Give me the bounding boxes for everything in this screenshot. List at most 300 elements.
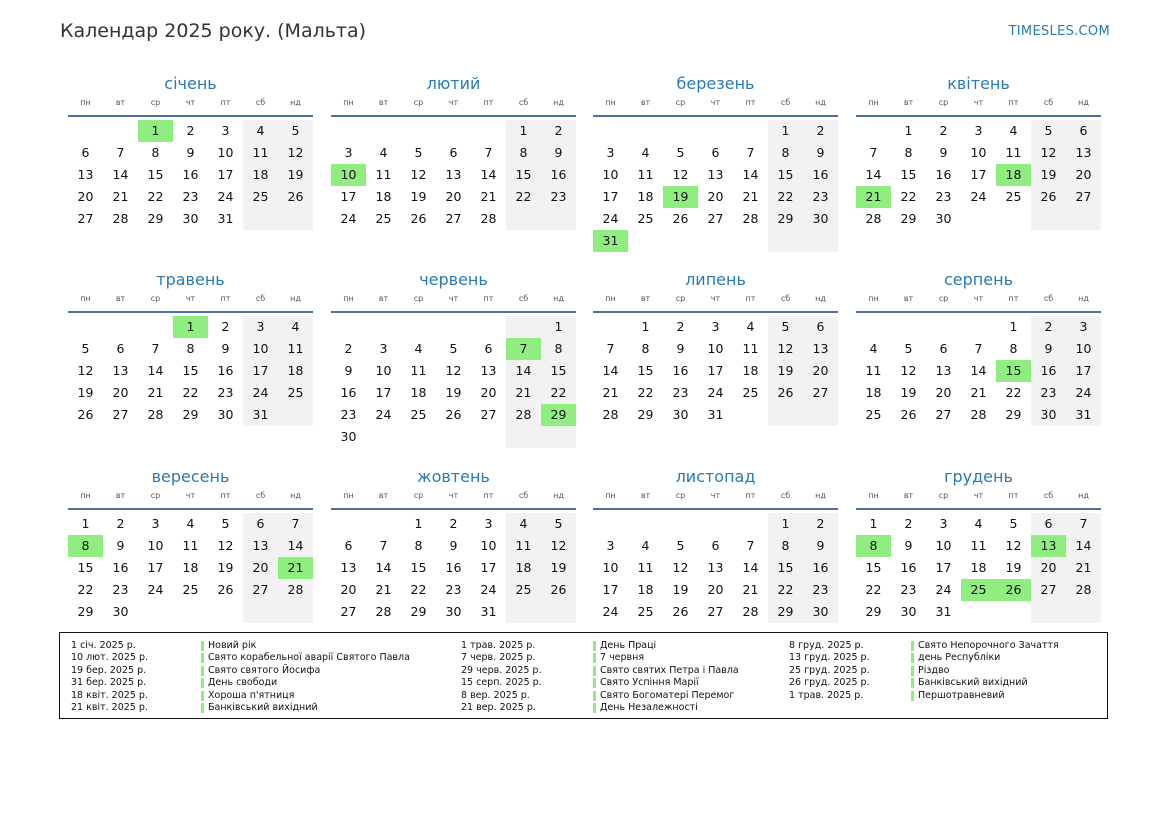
day-cell: 7 xyxy=(151,341,160,356)
week-row xyxy=(856,404,1101,426)
day-cell: 20 xyxy=(445,189,462,204)
day-cell: 24 xyxy=(602,604,619,619)
day-cell: 12 xyxy=(77,363,94,378)
day-cell: 14 xyxy=(278,535,313,557)
month-name: липень xyxy=(685,270,746,289)
month-8 xyxy=(856,268,1101,426)
day-cell: 13 xyxy=(77,167,94,182)
month-12 xyxy=(856,465,1101,623)
empty-cell xyxy=(436,316,471,338)
day-cell: 5 xyxy=(676,538,685,553)
weekday-label: нд xyxy=(553,491,564,500)
empty-cell xyxy=(768,230,803,252)
day-cell: 5 xyxy=(676,145,685,160)
legend-holiday-name: День Праці xyxy=(600,640,657,651)
week-row xyxy=(68,535,313,557)
day-cell: 22 xyxy=(1005,385,1022,400)
legend-holiday-name: Свято Непорочного Зачаття xyxy=(918,640,1059,651)
weekday-header xyxy=(856,294,1101,313)
weekday-label: нд xyxy=(1078,98,1089,107)
day-cell: 4 xyxy=(641,145,650,160)
week-row xyxy=(331,513,576,535)
holiday-day-cell: 31 xyxy=(593,230,628,252)
empty-cell xyxy=(331,513,366,535)
weekday-label: нд xyxy=(815,491,826,500)
holiday-day-cell: 1 xyxy=(138,120,173,142)
empty-cell xyxy=(68,120,103,142)
day-cell: 23 xyxy=(803,579,838,601)
legend-date: 21 вер. 2025 р. xyxy=(461,702,536,713)
empty-cell xyxy=(891,316,926,338)
legend-date: 8 вер. 2025 р. xyxy=(461,689,530,701)
day-cell: 27 xyxy=(243,579,278,601)
weekday-label: пн xyxy=(868,98,879,107)
day-cell: 11 xyxy=(637,560,654,575)
month-3 xyxy=(593,72,838,252)
day-cell: 9 xyxy=(449,538,458,553)
weekday-label: вт xyxy=(115,294,126,303)
legend-date: 31 бер. 2025 р. xyxy=(71,677,147,689)
weekday-label: ср xyxy=(675,98,686,107)
day-cell: 25 xyxy=(375,211,392,226)
legend-holiday xyxy=(593,677,699,689)
day-cell: 22 xyxy=(768,186,803,208)
legend-holiday xyxy=(201,690,294,702)
legend-holiday-name: День свободи xyxy=(208,677,278,689)
holiday-day-cell: 19 xyxy=(663,186,698,208)
site-link[interactable]: TIMESLES.COM xyxy=(1008,24,1110,39)
week-row xyxy=(593,208,838,230)
empty-cell xyxy=(506,426,541,448)
week-row xyxy=(856,513,1101,535)
weekday-label: чт xyxy=(973,491,984,500)
day-cell: 16 xyxy=(1031,360,1066,382)
empty-cell xyxy=(856,120,891,142)
day-cell: 23 xyxy=(803,186,838,208)
day-cell: 19 xyxy=(217,560,234,575)
day-cell: 8 xyxy=(541,338,576,360)
day-cell: 18 xyxy=(742,363,759,378)
empty-cell xyxy=(471,316,506,338)
weekday-label: ср xyxy=(413,98,424,107)
day-cell: 27 xyxy=(1031,579,1066,601)
month-11 xyxy=(593,465,838,623)
legend-date: 26 груд. 2025 р. xyxy=(789,677,870,689)
legend-date: 10 лют. 2025 р. xyxy=(71,652,148,664)
empty-cell xyxy=(961,208,996,230)
day-cell: 30 xyxy=(672,407,689,422)
day-cell: 29 xyxy=(410,604,427,619)
day-cell: 2 xyxy=(344,341,353,356)
week-row xyxy=(593,186,838,208)
day-cell: 21 xyxy=(970,385,987,400)
holiday-marker xyxy=(911,691,914,701)
day-cell: 2 xyxy=(116,516,125,531)
day-cell: 26 xyxy=(900,407,917,422)
holiday-day-cell: 26 xyxy=(996,579,1031,601)
day-cell: 30 xyxy=(182,211,199,226)
legend-holiday-name: Свято Богоматері Перемог xyxy=(600,689,735,701)
day-cell: 20 xyxy=(112,385,129,400)
day-cell: 16 xyxy=(445,560,462,575)
empty-cell xyxy=(366,120,401,142)
weekday-label: чт xyxy=(973,98,984,107)
day-cell: 13 xyxy=(707,560,724,575)
day-cell: 12 xyxy=(768,338,803,360)
empty-cell xyxy=(926,316,961,338)
weekday-label: нд xyxy=(290,98,301,107)
weekday-label: вт xyxy=(378,491,389,500)
empty-cell xyxy=(593,316,628,338)
day-cell: 26 xyxy=(77,407,94,422)
day-cell: 8 xyxy=(414,538,423,553)
week-row xyxy=(856,535,1101,557)
month-name: листопад xyxy=(675,467,756,486)
day-cell: 4 xyxy=(414,341,423,356)
day-cell: 29 xyxy=(182,407,199,422)
holiday-marker xyxy=(911,666,914,676)
week-row xyxy=(331,316,576,338)
empty-cell xyxy=(593,513,628,535)
holiday-day-cell: 7 xyxy=(506,338,541,360)
weekday-label: ср xyxy=(938,294,949,303)
week-row xyxy=(331,426,576,448)
day-cell: 8 xyxy=(904,145,913,160)
weekday-label: пт xyxy=(483,491,494,500)
week-row xyxy=(68,360,313,382)
day-cell: 7 xyxy=(1066,513,1101,535)
day-cell: 30 xyxy=(935,211,952,226)
empty-cell xyxy=(471,120,506,142)
day-cell: 30 xyxy=(1031,404,1066,426)
week-row xyxy=(331,142,576,164)
day-cell: 4 xyxy=(379,145,388,160)
day-cell: 11 xyxy=(278,338,313,360)
legend-date: 25 груд. 2025 р. xyxy=(789,664,870,676)
weekday-label: нд xyxy=(1078,294,1089,303)
day-cell: 6 xyxy=(711,538,720,553)
legend-holiday xyxy=(201,640,256,652)
holiday-day-cell: 8 xyxy=(68,535,103,557)
empty-cell xyxy=(698,120,733,142)
day-cell: 29 xyxy=(147,211,164,226)
week-row xyxy=(68,120,313,142)
day-cell: 17 xyxy=(375,385,392,400)
holiday-day-cell: 21 xyxy=(278,557,313,579)
legend-holiday-name: Свято святих Петра і Павла xyxy=(600,664,739,676)
day-cell: 10 xyxy=(602,167,619,182)
empty-cell xyxy=(1066,208,1101,230)
day-cell: 23 xyxy=(217,385,234,400)
day-cell: 2 xyxy=(221,319,230,334)
day-cell: 7 xyxy=(869,145,878,160)
week-row xyxy=(331,208,576,230)
day-cell: 5 xyxy=(904,341,913,356)
week-row xyxy=(593,601,838,623)
day-cell: 7 xyxy=(278,513,313,535)
weekday-label: чт xyxy=(448,294,459,303)
day-cell: 17 xyxy=(602,189,619,204)
day-cell: 2 xyxy=(803,513,838,535)
day-cell: 2 xyxy=(449,516,458,531)
day-cell: 30 xyxy=(217,407,234,422)
month-name: серпень xyxy=(944,270,1013,289)
empty-cell xyxy=(856,316,891,338)
weekday-label: ср xyxy=(675,491,686,500)
day-cell: 20 xyxy=(935,385,952,400)
day-cell: 24 xyxy=(970,189,987,204)
day-cell: 13 xyxy=(112,363,129,378)
weekday-header xyxy=(593,98,838,117)
weekday-label: пн xyxy=(868,294,879,303)
day-cell: 10 xyxy=(243,338,278,360)
weekday-label: нд xyxy=(1078,491,1089,500)
legend-holiday xyxy=(911,690,1005,702)
holiday-marker xyxy=(201,678,204,688)
week-row xyxy=(593,142,838,164)
weekday-header xyxy=(331,491,576,510)
holiday-day-cell: 25 xyxy=(961,579,996,601)
weekday-label: сб xyxy=(255,294,266,303)
weekday-label: пт xyxy=(220,491,231,500)
legend-holiday-name: Хороша п'ятниця xyxy=(208,689,295,701)
empty-cell xyxy=(996,208,1031,230)
empty-cell xyxy=(628,230,663,252)
day-cell: 17 xyxy=(480,560,497,575)
day-cell: 21 xyxy=(375,582,392,597)
week-row xyxy=(331,360,576,382)
weekday-header xyxy=(331,294,576,313)
weekday-label: ср xyxy=(150,491,161,500)
empty-cell xyxy=(541,208,576,230)
weekday-label: чт xyxy=(973,294,984,303)
weekday-label: сб xyxy=(518,294,529,303)
day-cell: 10 xyxy=(970,145,987,160)
day-cell: 6 xyxy=(243,513,278,535)
legend-date: 1 січ. 2025 р. xyxy=(71,640,136,651)
empty-cell xyxy=(243,208,278,230)
day-cell: 31 xyxy=(480,604,497,619)
week-row xyxy=(331,579,576,601)
day-cell: 12 xyxy=(900,363,917,378)
day-cell: 5 xyxy=(449,341,458,356)
day-cell: 9 xyxy=(221,341,230,356)
week-row xyxy=(593,164,838,186)
day-cell: 4 xyxy=(641,538,650,553)
holiday-day-cell: 10 xyxy=(331,164,366,186)
day-cell: 3 xyxy=(379,341,388,356)
day-cell: 25 xyxy=(742,385,759,400)
month-10 xyxy=(331,465,576,623)
empty-cell xyxy=(1066,601,1101,623)
day-cell: 10 xyxy=(935,538,952,553)
weekday-label: вт xyxy=(903,98,914,107)
weekday-label: пт xyxy=(1008,294,1019,303)
day-cell: 21 xyxy=(742,582,759,597)
weekday-label: пт xyxy=(745,98,756,107)
day-cell: 19 xyxy=(541,557,576,579)
day-cell: 22 xyxy=(865,582,882,597)
weekday-label: пт xyxy=(220,294,231,303)
month-name: грудень xyxy=(944,467,1013,486)
day-cell: 11 xyxy=(410,363,427,378)
week-row xyxy=(593,316,838,338)
weekday-label: пн xyxy=(80,98,91,107)
empty-cell xyxy=(1031,208,1066,230)
week-row xyxy=(856,316,1101,338)
day-cell: 24 xyxy=(147,582,164,597)
empty-cell xyxy=(401,316,436,338)
weekday-header xyxy=(856,98,1101,117)
day-cell: 20 xyxy=(243,557,278,579)
day-cell: 16 xyxy=(541,164,576,186)
weekday-label: нд xyxy=(815,98,826,107)
empty-cell xyxy=(733,120,768,142)
day-cell: 31 xyxy=(707,407,724,422)
holiday-marker xyxy=(593,678,596,688)
week-row xyxy=(331,404,576,426)
day-cell: 29 xyxy=(900,211,917,226)
weekday-label: сб xyxy=(518,98,529,107)
month-name: травень xyxy=(156,270,225,289)
weekday-header xyxy=(331,98,576,117)
month-2 xyxy=(331,72,576,230)
weekday-label: пт xyxy=(1008,491,1019,500)
empty-cell xyxy=(366,316,401,338)
holiday-legend xyxy=(59,632,1108,719)
month-name: квітень xyxy=(947,74,1010,93)
holiday-marker xyxy=(201,666,204,676)
week-row xyxy=(68,164,313,186)
day-cell: 21 xyxy=(112,189,129,204)
day-cell: 23 xyxy=(340,407,357,422)
day-cell: 29 xyxy=(768,208,803,230)
holiday-marker xyxy=(911,641,914,651)
weekday-label: вт xyxy=(640,294,651,303)
empty-cell xyxy=(401,120,436,142)
day-cell: 12 xyxy=(278,142,313,164)
week-row xyxy=(331,601,576,623)
day-cell: 24 xyxy=(707,385,724,400)
week-row xyxy=(593,579,838,601)
week-row xyxy=(593,382,838,404)
weekday-label: сб xyxy=(780,294,791,303)
day-cell: 16 xyxy=(340,385,357,400)
week-row xyxy=(856,186,1101,208)
week-row xyxy=(593,404,838,426)
empty-cell xyxy=(278,208,313,230)
empty-cell xyxy=(366,513,401,535)
day-cell: 4 xyxy=(869,341,878,356)
empty-cell xyxy=(803,404,838,426)
day-cell: 20 xyxy=(480,385,497,400)
day-cell: 17 xyxy=(147,560,164,575)
day-cell: 28 xyxy=(742,604,759,619)
day-cell: 20 xyxy=(707,582,724,597)
week-row xyxy=(593,230,838,252)
day-cell: 3 xyxy=(606,538,615,553)
holiday-marker xyxy=(593,653,596,663)
day-cell: 6 xyxy=(1031,513,1066,535)
day-cell: 14 xyxy=(742,167,759,182)
day-cell: 24 xyxy=(375,407,392,422)
week-row xyxy=(68,557,313,579)
day-cell: 28 xyxy=(506,404,541,426)
day-cell: 5 xyxy=(1009,516,1018,531)
day-cell: 25 xyxy=(637,211,654,226)
legend-holiday-name: Новий рік xyxy=(208,640,257,651)
weekday-label: ср xyxy=(938,491,949,500)
day-cell: 21 xyxy=(506,382,541,404)
week-row xyxy=(331,186,576,208)
week-row xyxy=(68,208,313,230)
weekday-label: вт xyxy=(640,98,651,107)
day-cell: 26 xyxy=(768,382,803,404)
weekday-label: вт xyxy=(115,98,126,107)
day-cell: 21 xyxy=(480,189,497,204)
empty-cell xyxy=(698,513,733,535)
day-cell: 11 xyxy=(182,538,199,553)
empty-cell xyxy=(593,120,628,142)
day-cell: 13 xyxy=(243,535,278,557)
day-cell: 29 xyxy=(77,604,94,619)
day-cell: 26 xyxy=(410,211,427,226)
week-row xyxy=(68,316,313,338)
week-row xyxy=(68,338,313,360)
day-cell: 19 xyxy=(445,385,462,400)
day-cell: 6 xyxy=(939,341,948,356)
day-cell: 13 xyxy=(480,363,497,378)
weekday-label: сб xyxy=(255,491,266,500)
week-row xyxy=(856,208,1101,230)
weekday-label: чт xyxy=(710,294,721,303)
day-cell: 22 xyxy=(637,385,654,400)
weekday-label: ср xyxy=(150,294,161,303)
day-cell: 14 xyxy=(375,560,392,575)
empty-cell xyxy=(103,316,138,338)
day-cell: 30 xyxy=(900,604,917,619)
month-9 xyxy=(68,465,313,623)
day-cell: 17 xyxy=(217,167,234,182)
day-cell: 11 xyxy=(506,535,541,557)
month-name: січень xyxy=(164,74,217,93)
day-cell: 20 xyxy=(77,189,94,204)
day-cell: 27 xyxy=(77,211,94,226)
holiday-day-cell: 29 xyxy=(541,404,576,426)
weekday-label: ср xyxy=(413,491,424,500)
legend-holiday xyxy=(911,640,1059,652)
weekday-label: вт xyxy=(903,491,914,500)
empty-cell xyxy=(243,601,278,623)
holiday-day-cell: 8 xyxy=(856,535,891,557)
day-cell: 28 xyxy=(278,579,313,601)
day-cell: 13 xyxy=(445,167,462,182)
weekday-label: пн xyxy=(605,98,616,107)
day-cell: 25 xyxy=(1005,189,1022,204)
legend-holiday xyxy=(593,640,656,652)
empty-cell xyxy=(278,601,313,623)
day-cell: 30 xyxy=(445,604,462,619)
day-cell: 26 xyxy=(672,211,689,226)
month-name: жовтень xyxy=(417,467,490,486)
week-row xyxy=(331,164,576,186)
day-cell: 1 xyxy=(1009,319,1018,334)
day-cell: 2 xyxy=(186,123,195,138)
weekday-label: вт xyxy=(378,294,389,303)
day-cell: 9 xyxy=(116,538,125,553)
day-cell: 18 xyxy=(506,557,541,579)
legend-holiday-name: Свято Успіння Марії xyxy=(600,677,699,689)
